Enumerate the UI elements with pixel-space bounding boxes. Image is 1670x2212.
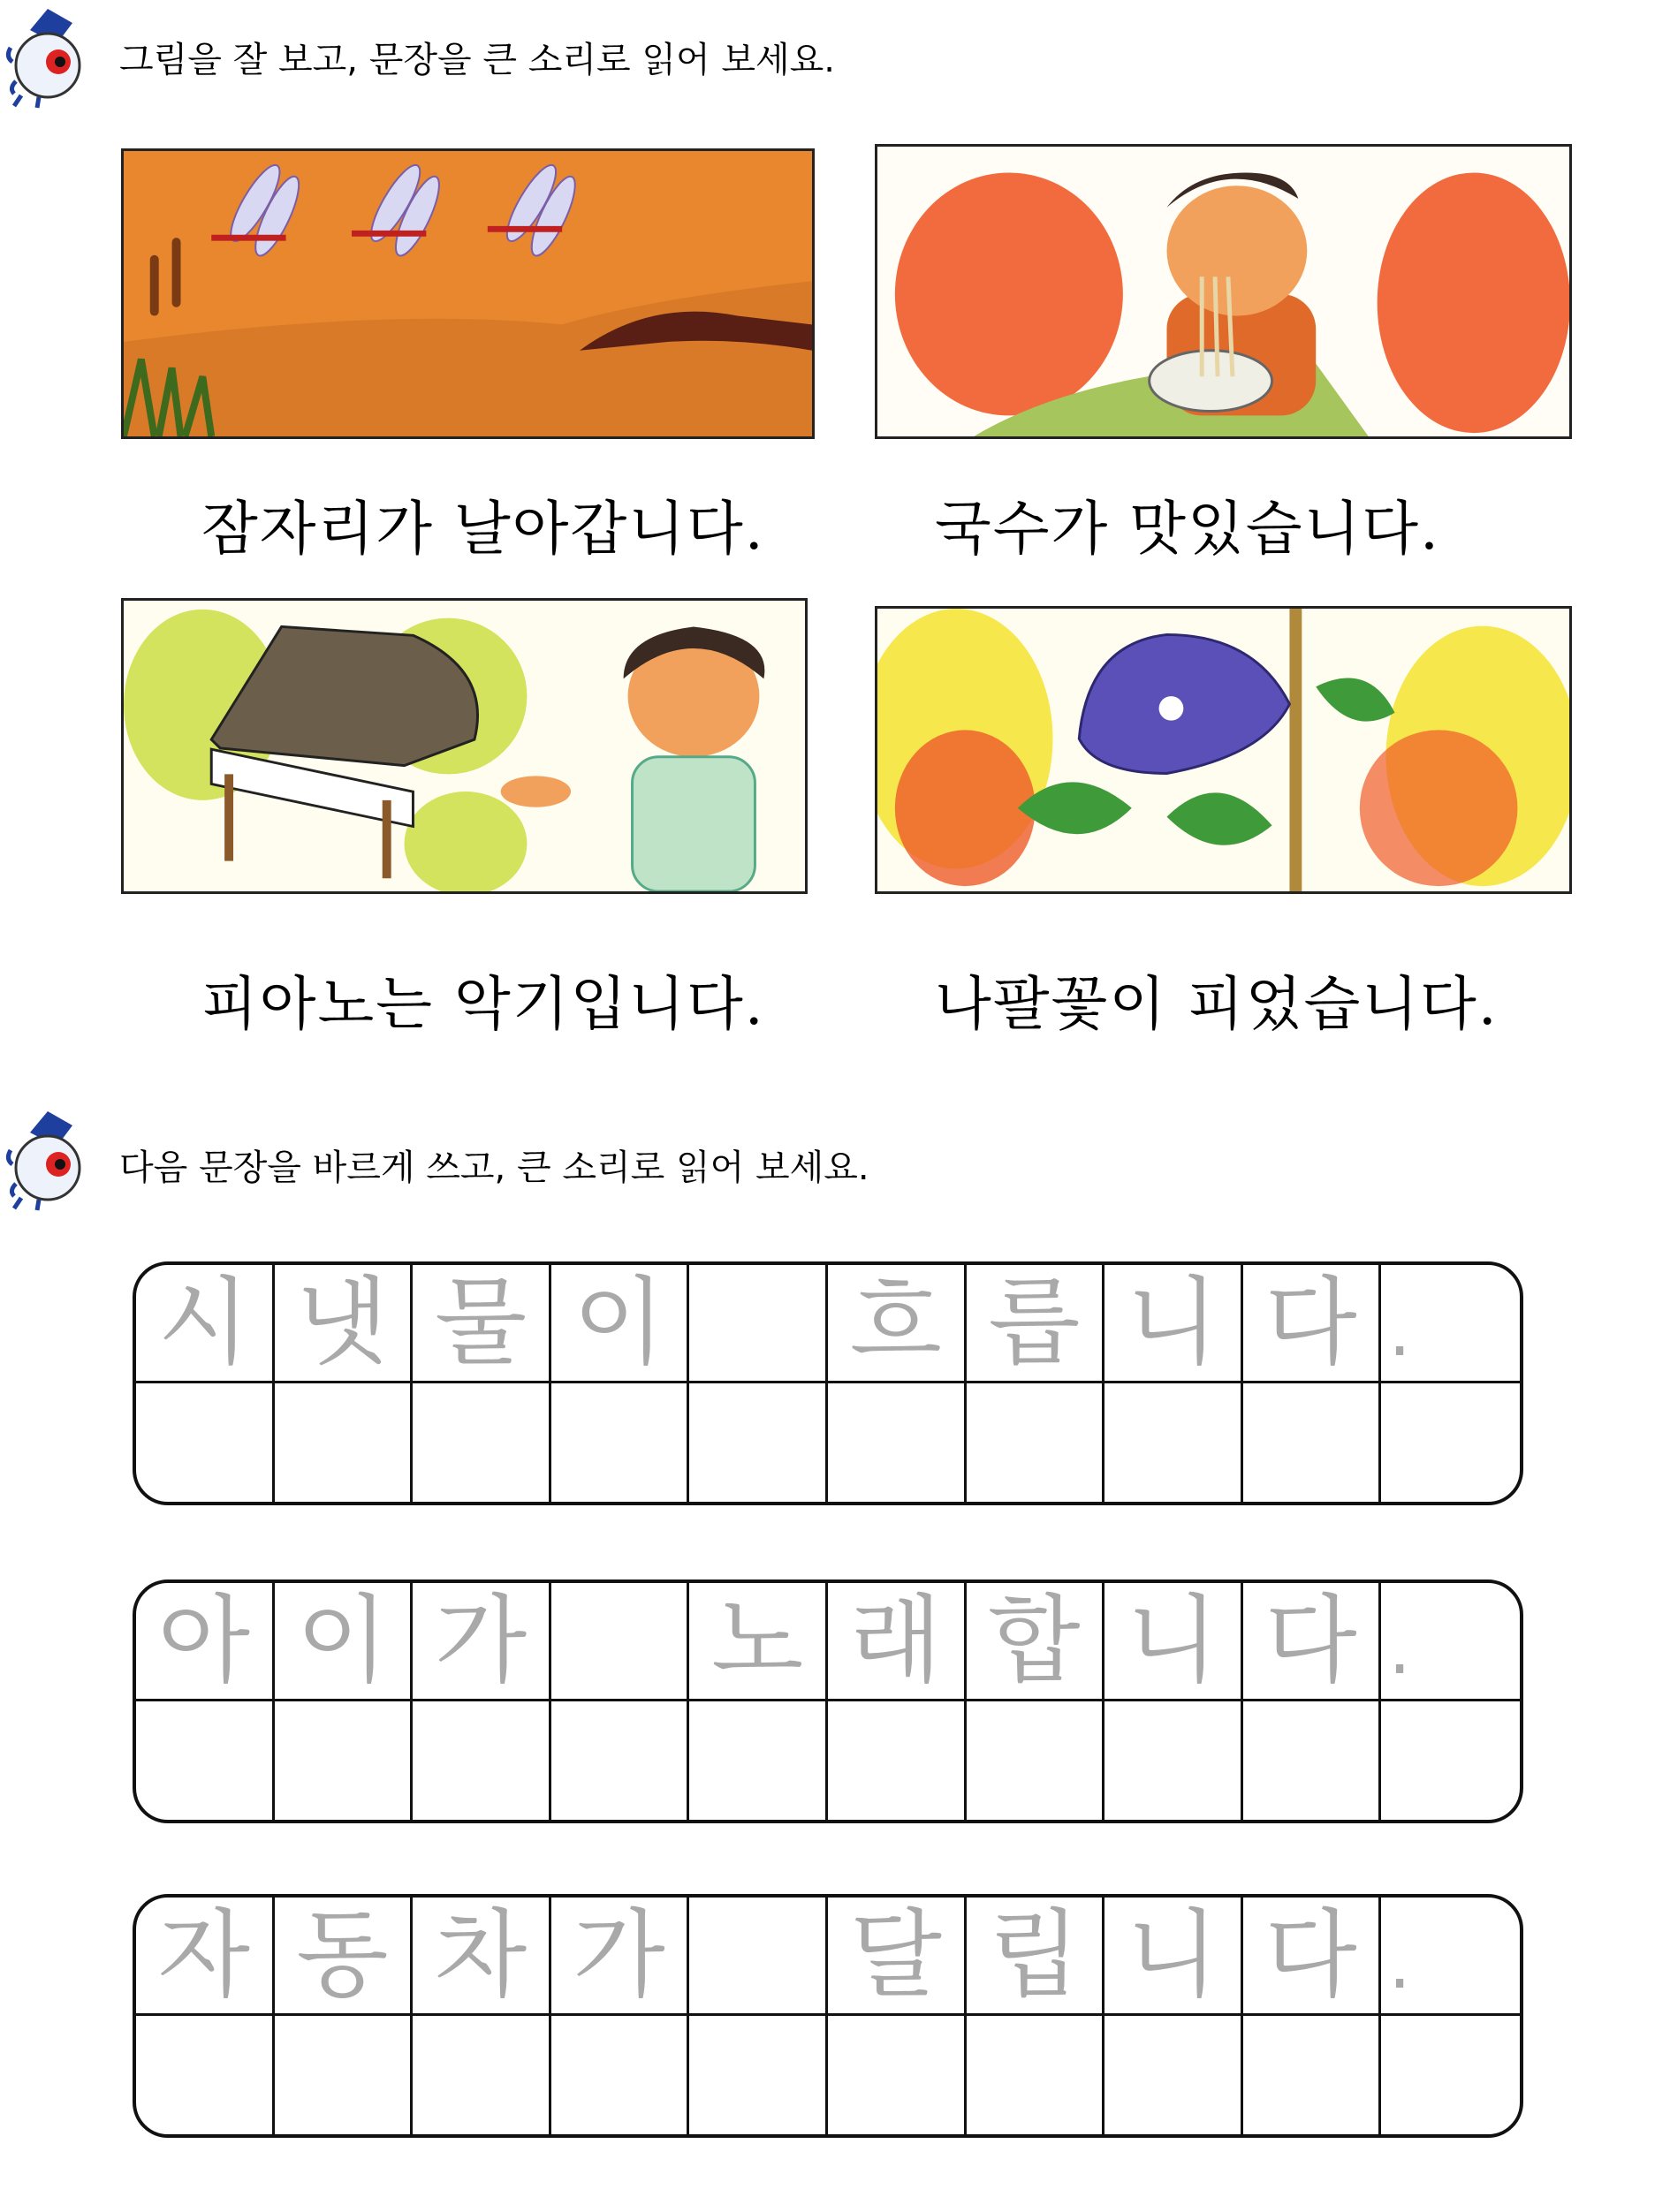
- writing-practice-cell[interactable]: [136, 1383, 275, 1502]
- eyeball-mascot-icon: [4, 1106, 92, 1212]
- writing-practice-cell[interactable]: [275, 1701, 414, 1820]
- writing-practice-cell[interactable]: [828, 1383, 967, 1502]
- writing-practice-cell[interactable]: [1243, 1701, 1382, 1820]
- writing-grid-3: [133, 1894, 1523, 2138]
- trace-char-cell: 달: [828, 1898, 967, 2016]
- girl-and-piano-image: [121, 598, 808, 894]
- writing-practice-cell[interactable]: [413, 2016, 551, 2134]
- trace-char-cell: .: [1381, 1898, 1520, 2016]
- trace-char-cell: 니: [1104, 1265, 1243, 1383]
- section2-instruction: 다음 문장을 바르게 쓰고, 큰 소리로 읽어 보세요.: [119, 1148, 869, 1188]
- writing-practice-cell[interactable]: [1104, 1701, 1243, 1820]
- trace-char-cell: 니: [1104, 1583, 1243, 1701]
- dragonflies-image: [121, 148, 815, 439]
- trace-char-cell: 합: [967, 1583, 1105, 1701]
- writing-practice-cell[interactable]: [689, 2016, 828, 2134]
- trace-char-cell: 물: [413, 1265, 551, 1383]
- trace-char-cell: .: [1381, 1583, 1520, 1701]
- writing-practice-cell[interactable]: [967, 2016, 1105, 2134]
- trace-char-cell: .: [1381, 1265, 1520, 1383]
- writing-practice-cell[interactable]: [413, 1701, 551, 1820]
- grid-cell-empty: [689, 1265, 828, 1383]
- trace-char-cell: 자: [136, 1898, 275, 2016]
- section1-instruction: 그림을 잘 보고, 문장을 큰 소리로 읽어 보세요.: [119, 40, 835, 80]
- trace-char-cell: 가: [413, 1583, 551, 1701]
- eyeball-mascot-icon: [4, 4, 92, 110]
- trace-char-cell: 다: [1243, 1583, 1382, 1701]
- writing-practice-cell[interactable]: [275, 1383, 414, 1502]
- writing-practice-cell[interactable]: [136, 1701, 275, 1820]
- trace-char-cell: 릅: [967, 1265, 1105, 1383]
- writing-practice-cell[interactable]: [1381, 1383, 1520, 1502]
- caption-morning-glory: 나팔꽃이 피었습니다.: [935, 970, 1499, 1038]
- writing-practice-cell[interactable]: [1243, 1383, 1382, 1502]
- writing-practice-cell[interactable]: [828, 2016, 967, 2134]
- boy-eating-noodles-image: [875, 144, 1572, 439]
- trace-char-cell: 이: [275, 1583, 414, 1701]
- writing-practice-cell[interactable]: [413, 1383, 551, 1502]
- trace-char-cell: 시: [136, 1265, 275, 1383]
- writing-practice-cell[interactable]: [1104, 1383, 1243, 1502]
- trace-char-cell: 동: [275, 1898, 414, 2016]
- trace-char-cell: 이: [551, 1265, 690, 1383]
- writing-practice-cell[interactable]: [828, 1701, 967, 1820]
- writing-practice-cell[interactable]: [551, 1383, 690, 1502]
- trace-char-cell: 냇: [275, 1265, 414, 1383]
- writing-practice-cell[interactable]: [967, 1383, 1105, 1502]
- writing-practice-cell[interactable]: [689, 1701, 828, 1820]
- writing-practice-cell[interactable]: [689, 1383, 828, 1502]
- writing-practice-cell[interactable]: [967, 1701, 1105, 1820]
- trace-char-cell: 래: [828, 1583, 967, 1701]
- writing-practice-cell[interactable]: [551, 2016, 690, 2134]
- caption-dragonfly: 잠자리가 날아갑니다.: [201, 495, 765, 563]
- trace-char-cell: 립: [967, 1898, 1105, 2016]
- trace-char-cell: 흐: [828, 1265, 967, 1383]
- trace-char-cell: 차: [413, 1898, 551, 2016]
- trace-char-cell: 니: [1104, 1898, 1243, 2016]
- trace-char-cell: 아: [136, 1583, 275, 1701]
- writing-practice-cell[interactable]: [1104, 2016, 1243, 2134]
- grid-cell-empty: [551, 1583, 690, 1701]
- writing-practice-cell[interactable]: [1381, 2016, 1520, 2134]
- caption-piano: 피아노는 악기입니다.: [201, 970, 765, 1038]
- writing-practice-cell[interactable]: [275, 2016, 414, 2134]
- morning-glory-image: [875, 606, 1572, 894]
- trace-char-cell: 가: [551, 1898, 690, 2016]
- writing-practice-cell[interactable]: [136, 2016, 275, 2134]
- trace-char-cell: 노: [689, 1583, 828, 1701]
- trace-char-cell: 다: [1243, 1898, 1382, 2016]
- caption-noodles: 국수가 맛있습니다.: [935, 495, 1441, 563]
- writing-practice-cell[interactable]: [551, 1701, 690, 1820]
- writing-grid-2: [133, 1579, 1523, 1823]
- grid-cell-empty: [689, 1898, 828, 2016]
- writing-practice-cell[interactable]: [1381, 1701, 1520, 1820]
- trace-char-cell: 다: [1243, 1265, 1382, 1383]
- writing-grid-1: [133, 1261, 1523, 1505]
- writing-practice-cell[interactable]: [1243, 2016, 1382, 2134]
